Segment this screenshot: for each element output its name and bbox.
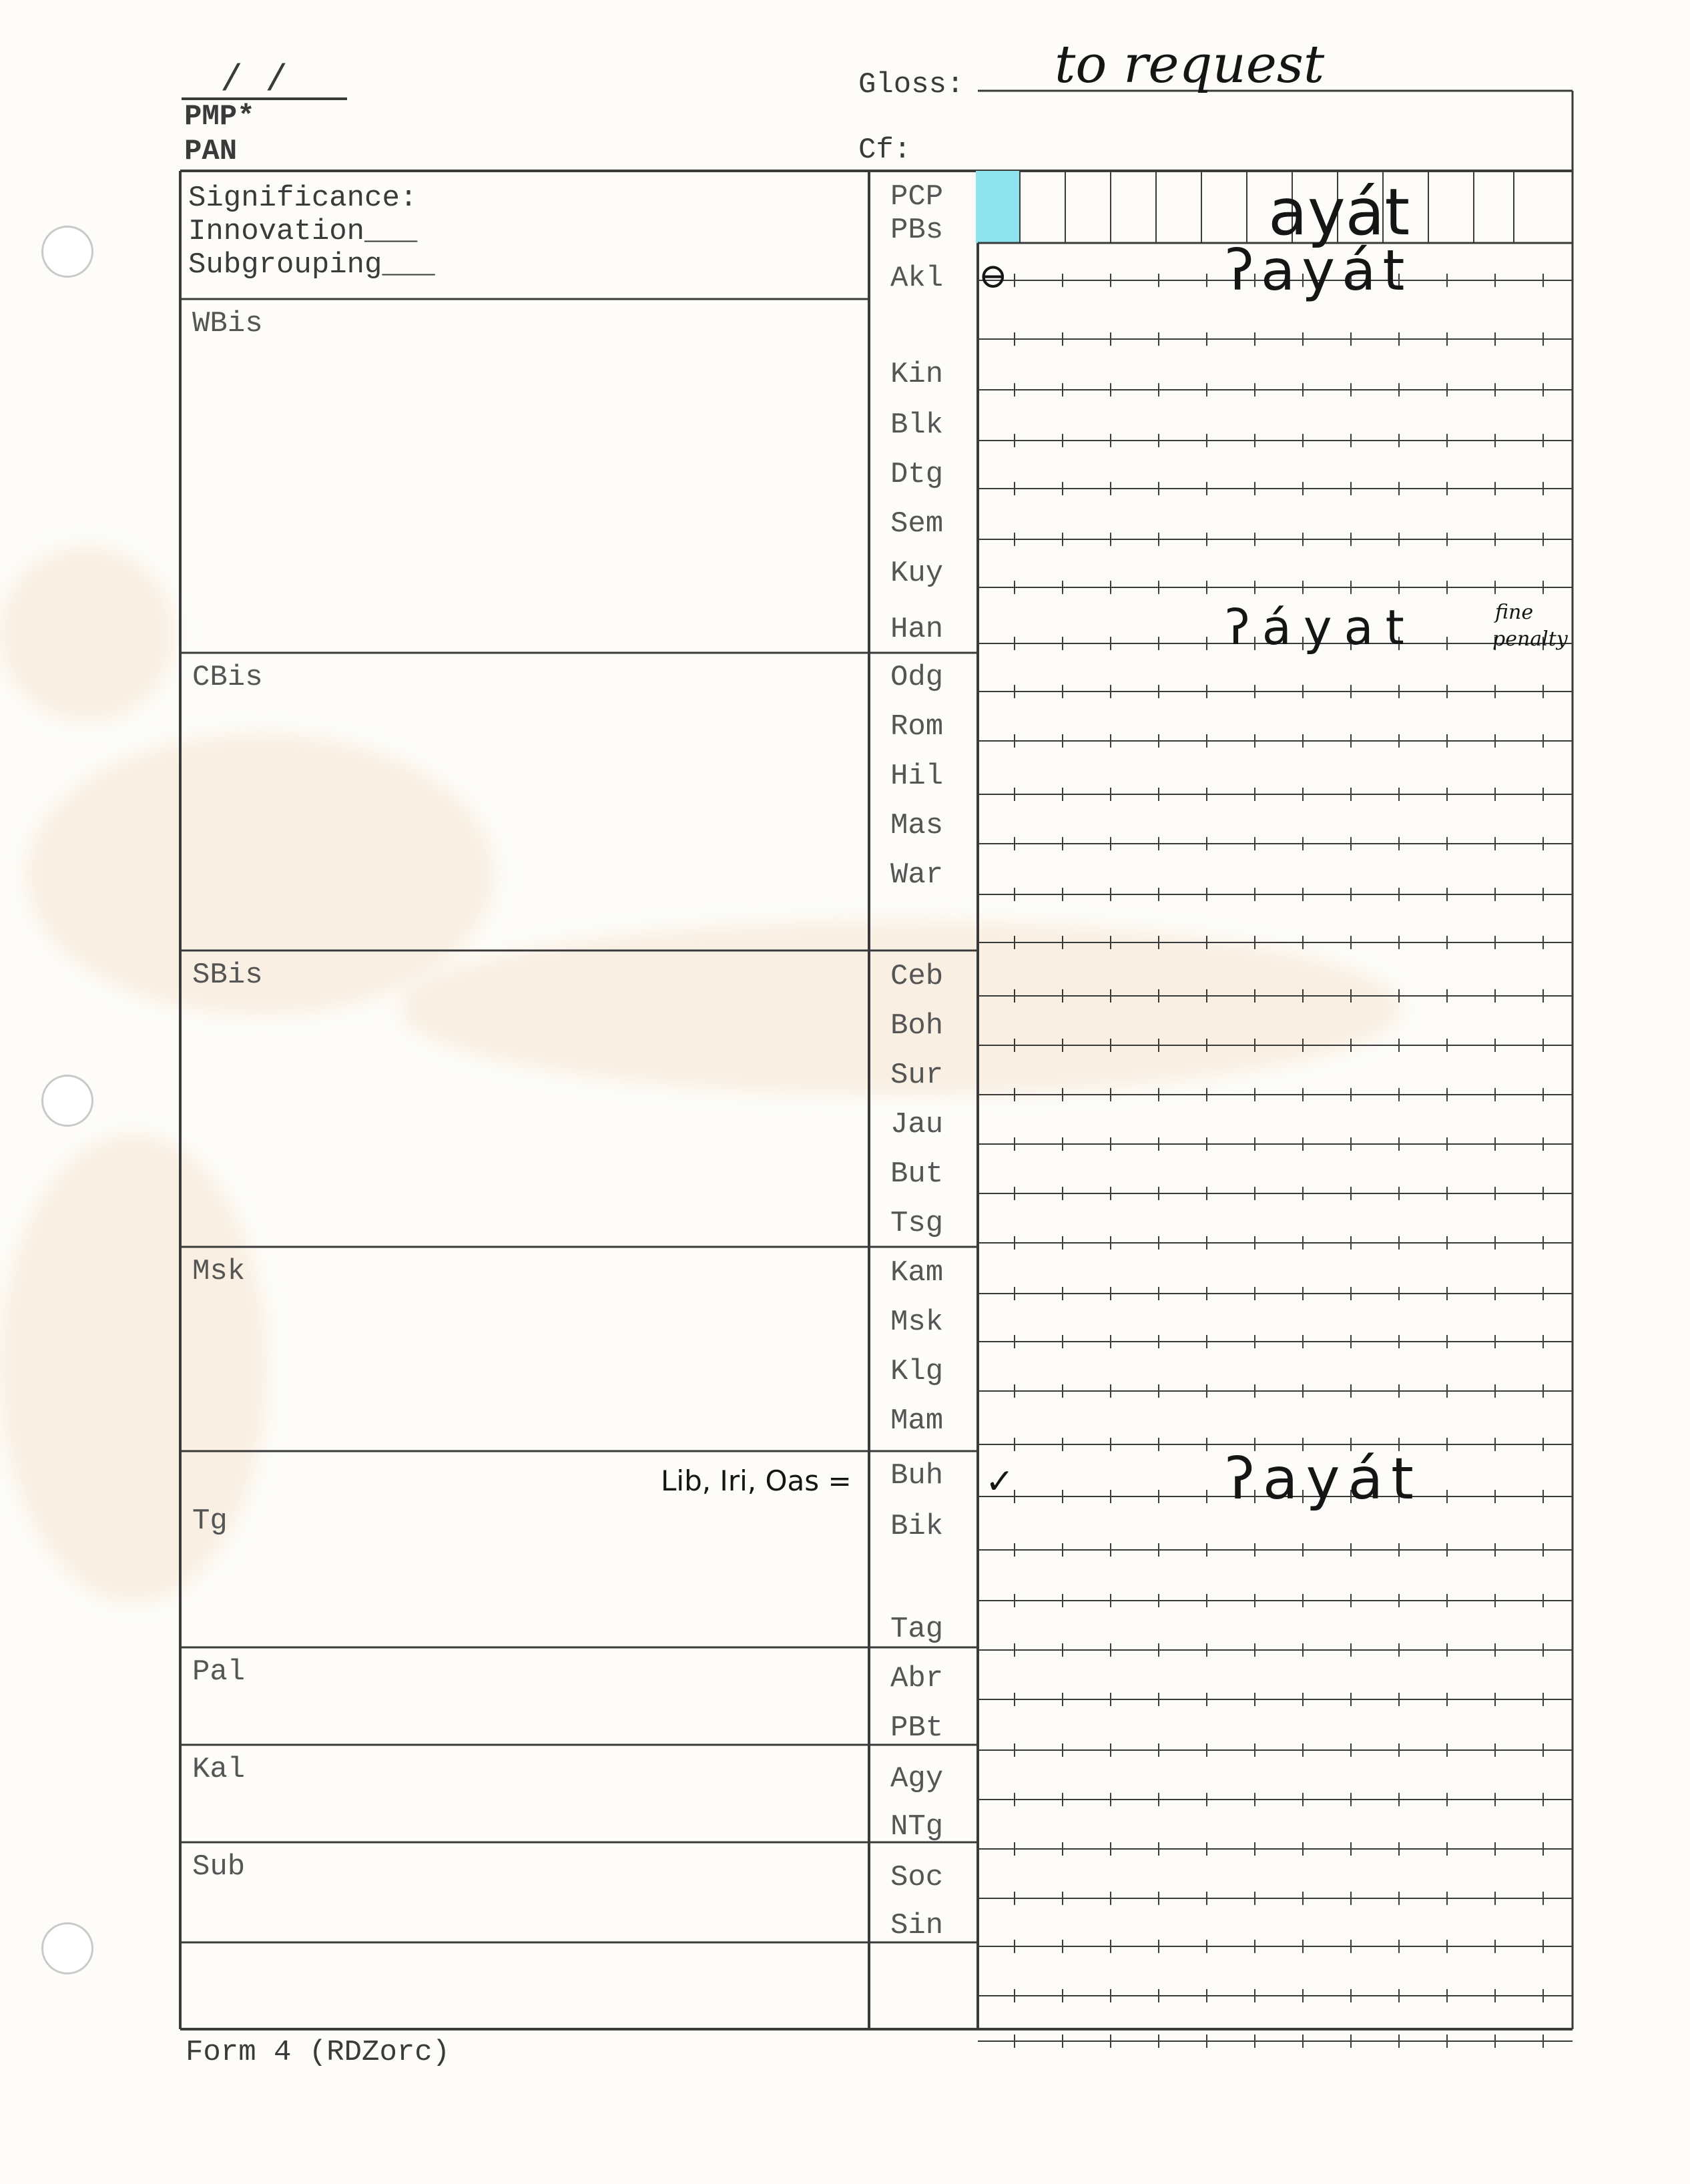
cf-label: Cf:	[858, 133, 912, 167]
language-label-buh: Buh	[890, 1459, 944, 1492]
language-label-war: War	[890, 858, 944, 892]
buh-cognate-note: Lib, Iri, Oas =	[661, 1464, 852, 1497]
subgrouping-label: Subgrouping___	[188, 248, 435, 282]
language-label-ntg: NTg	[890, 1810, 944, 1844]
language-label-sin: Sin	[890, 1909, 944, 1942]
buh-checkmark: ✓	[985, 1462, 1015, 1502]
language-label-sem: Sem	[890, 507, 944, 541]
group-label-tg: Tg	[192, 1505, 228, 1538]
language-label-abr: Abr	[890, 1662, 944, 1695]
form-footer: Form 4 (RDZorc)	[186, 2036, 451, 2069]
innovation-label: Innovation___	[188, 215, 418, 248]
group-label-sbis: SBis	[192, 959, 263, 992]
language-label-bik: Bik	[890, 1510, 944, 1543]
han-note-fine: fine	[1495, 601, 1534, 624]
language-label-dtg: Dtg	[890, 458, 944, 491]
pmp-label: PMP*	[184, 100, 255, 133]
group-label-kal: Kal	[192, 1753, 246, 1786]
language-label-soc: Soc	[890, 1861, 944, 1894]
language-label-kam: Kam	[890, 1256, 944, 1290]
language-label-pbs: PBs	[890, 214, 944, 247]
group-label-sub: Sub	[192, 1850, 246, 1884]
language-label-msk: Msk	[890, 1306, 944, 1339]
language-label-han: Han	[890, 613, 944, 646]
pan-label: PAN	[184, 135, 238, 168]
language-label-kuy: Kuy	[890, 557, 944, 590]
language-label-mam: Mam	[890, 1404, 944, 1438]
language-label-tsg: Tsg	[890, 1207, 944, 1240]
language-label-pcp: PCP	[890, 180, 944, 214]
language-label-jau: Jau	[890, 1108, 944, 1141]
language-label-ceb: Ceb	[890, 960, 944, 993]
language-label-hil: Hil	[890, 760, 944, 793]
language-label-tag: Tag	[890, 1613, 944, 1646]
gloss-value: to request	[1055, 35, 1325, 95]
akl-form: ʔayát	[1225, 238, 1412, 303]
date-mark: / /	[220, 59, 288, 101]
akl-mark: ⊖	[978, 256, 1008, 296]
language-label-akl: Akl	[890, 262, 944, 295]
group-label-wbis: WBis	[192, 307, 263, 340]
significance-title: Significance:	[188, 182, 418, 215]
pcp-highlight-cell	[976, 171, 1020, 243]
language-label-klg: Klg	[890, 1355, 944, 1388]
group-label-cbis: CBis	[192, 661, 263, 694]
language-label-kin: Kin	[890, 358, 944, 391]
language-label-mas: Mas	[890, 809, 944, 842]
group-label-pal: Pal	[192, 1655, 246, 1689]
language-label-blk: Blk	[890, 408, 944, 442]
language-label-sur: Sur	[890, 1059, 944, 1092]
han-note-penalty: penalty	[1492, 627, 1568, 651]
language-label-but: But	[890, 1157, 944, 1191]
gloss-label: Gloss:	[858, 68, 964, 101]
language-label-rom: Rom	[890, 710, 944, 744]
language-label-agy: Agy	[890, 1762, 944, 1796]
han-form: ʔáyat	[1225, 599, 1416, 655]
pbs-form: ayát	[1268, 175, 1410, 250]
language-label-odg: Odg	[890, 661, 944, 694]
language-label-pbt: PBt	[890, 1711, 944, 1745]
buh-form: ʔayát	[1225, 1446, 1422, 1513]
group-label-msk: Msk	[192, 1255, 246, 1288]
language-label-boh: Boh	[890, 1009, 944, 1043]
